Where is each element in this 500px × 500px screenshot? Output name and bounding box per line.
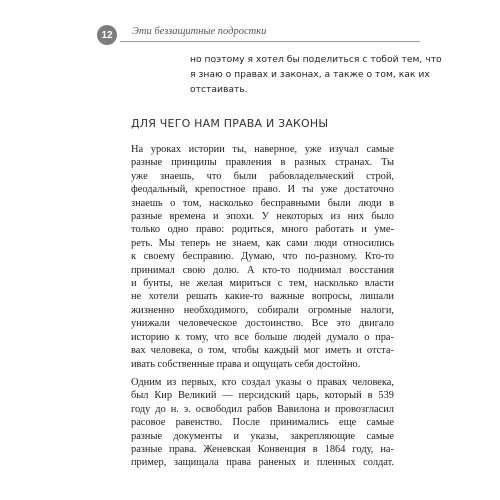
paragraph-1 bbox=[131, 143, 394, 371]
text-line: феодальный, крепостное право. И ты уже достаточно bbox=[131, 184, 394, 196]
text-line: пример, защищала права раненых и пленных солдат. bbox=[131, 457, 394, 469]
intro-line: я знаю о правах и законах, а также о том, как их bbox=[190, 69, 430, 80]
text-line: разные документы и указы, закрепляющие самые bbox=[131, 430, 394, 442]
text-line: историю к тому, что все больше людей думало о пра- bbox=[131, 331, 394, 343]
text-line: знаешь о том, насколько бесправными были люди в bbox=[131, 197, 394, 209]
text-line: не хотели решать какие-то важные вопросы, лишали bbox=[131, 291, 394, 303]
section-heading: ДЛЯ ЧЕГО НАМ ПРАВА И ЗАКОНЫ bbox=[131, 117, 329, 130]
text-line: реть. Мы теперь не знаем, как сами люди относились bbox=[131, 237, 394, 249]
page-number-badge bbox=[87, 24, 127, 46]
text-line: к своему бесправию. Думаю, что по-разному. Кто-то bbox=[131, 251, 394, 263]
text-line: и бунты, не желая мириться с тем, насколько власти bbox=[131, 278, 394, 290]
intro-text bbox=[190, 52, 442, 97]
text-line: ивать собственные права и ощущать себя достойно. bbox=[131, 358, 361, 370]
paragraph-2 bbox=[131, 376, 394, 470]
page-number: 12 bbox=[97, 25, 117, 45]
text-line: вах человека, о том, чтобы каждый мог иметь и отста- bbox=[131, 345, 394, 357]
text-line: На уроках истории ты, наверное, уже изучал самые bbox=[131, 144, 394, 155]
text-line: только одно право: родиться, много работать и уме- bbox=[131, 224, 394, 236]
running-header-title: Эти беззащитные подростки bbox=[132, 26, 267, 37]
text-line: разные времена и эпохи. У некоторых из них было bbox=[131, 211, 394, 223]
text-line: был Кир Великий — персидский царь, который в 539 bbox=[131, 390, 394, 402]
text-line: унижали человеческое достоинство. Все это двигало bbox=[131, 318, 394, 330]
text-line: разные принципы правления в разных странах. Ты bbox=[131, 157, 394, 169]
text-line: жизненно необходимого, собирали огромные налоги, bbox=[131, 304, 394, 316]
intro-line: но поэтому я хотел бы поделиться с тобой тем, что bbox=[190, 54, 442, 65]
intro-line: отстаивать. bbox=[190, 84, 248, 95]
text-line: принимал свою долю. А кто-то поднимал восстания bbox=[131, 264, 394, 276]
header-divider bbox=[120, 41, 420, 42]
text-line: уже знаешь, что были рабовладельческий строй, bbox=[131, 170, 394, 182]
text-line: разные права. Женевская Конвенция в 1864 году, на- bbox=[131, 444, 394, 456]
text-line: году до н. э. освободил рабов Вавилона и провозгласил bbox=[131, 403, 394, 415]
text-line: расовое равенство. После принимались еще самые bbox=[131, 417, 394, 429]
text-line: Одним из первых, кто создал указы о правах человека, bbox=[131, 377, 394, 388]
